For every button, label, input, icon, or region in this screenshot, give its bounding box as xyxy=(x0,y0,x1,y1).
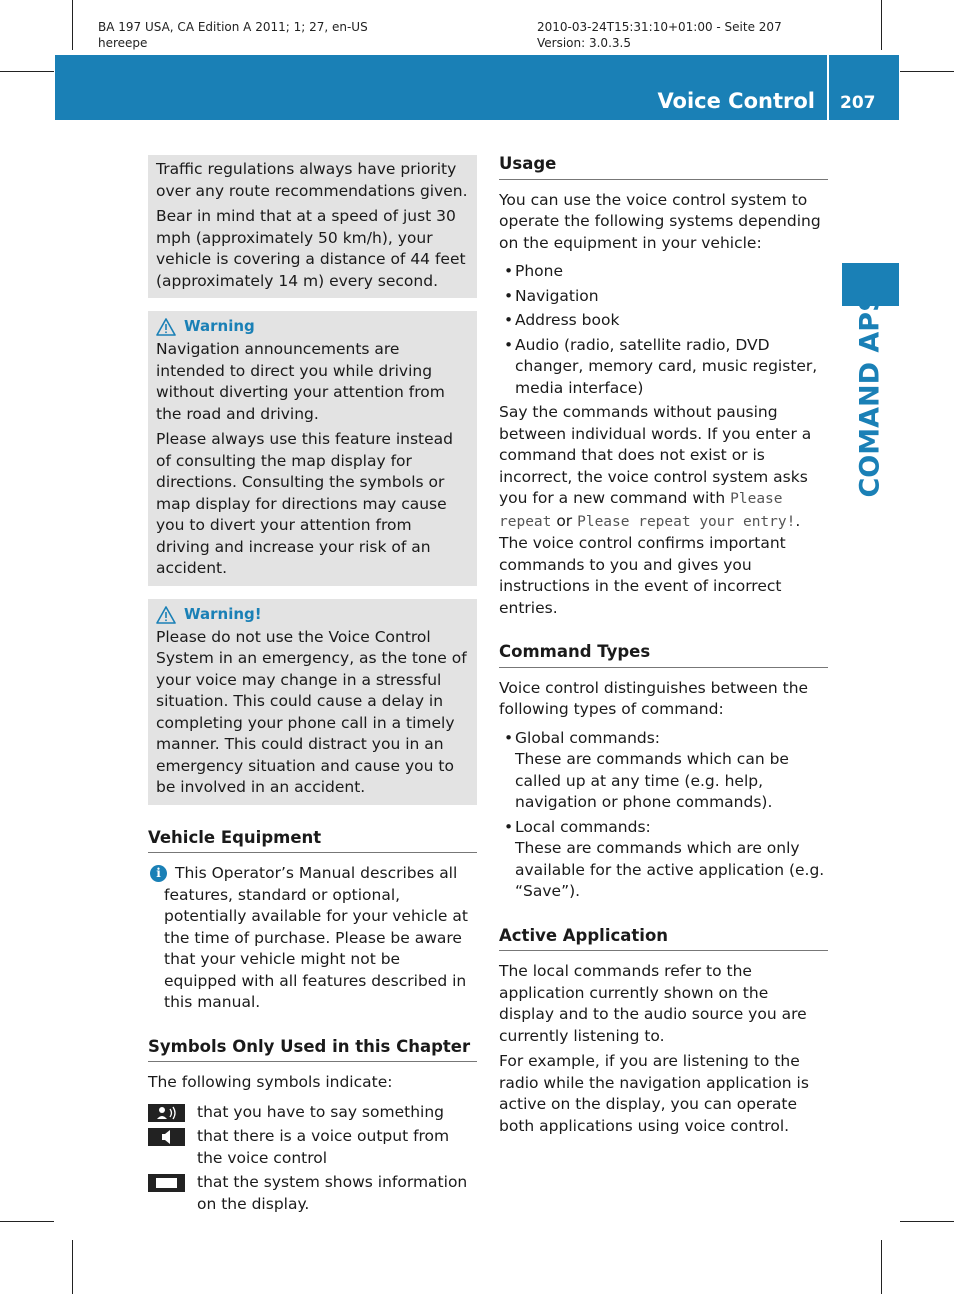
crop-mark xyxy=(0,71,54,72)
symbol-description: that the system shows information on the display. xyxy=(197,1173,468,1213)
warning-paragraph: Navigation announcements are intended to direct you while driving without diverting your attention from the road and driving. xyxy=(156,340,445,423)
note-paragraph: Traffic regulations always have priority over any route recommendations given. xyxy=(156,160,468,200)
header-divider xyxy=(827,55,829,120)
voice-command: Please repeat xyxy=(499,491,783,530)
symbols-intro: The following symbols indicate: xyxy=(148,1073,393,1091)
heading-command-types: Command Types xyxy=(499,641,828,668)
crop-mark xyxy=(72,1240,73,1294)
display-icon xyxy=(148,1174,185,1192)
warning-title: Warning! xyxy=(184,604,262,623)
warning-triangle-icon xyxy=(156,318,176,336)
text-run: or xyxy=(551,511,578,530)
warning-box xyxy=(148,599,477,805)
speak-icon xyxy=(148,1104,185,1122)
print-meta-right xyxy=(537,19,782,51)
symbol-row xyxy=(148,1172,477,1215)
meta-line: Version: 3.0.3.5 xyxy=(537,36,631,50)
warning-heading xyxy=(156,603,470,627)
warning-title: Warning xyxy=(184,317,255,336)
note-box xyxy=(148,155,477,298)
active-app-paragraph: For example, if you are listening to the radio while the navigation application is active on the display, you can operate both applications using voice control. xyxy=(499,1052,809,1135)
list-item-text: These are commands which can be called up at any time (e.g. help, navigation or phone commands). xyxy=(515,750,789,811)
list-item: • Phone xyxy=(504,262,564,280)
list-item-text: Navigation xyxy=(515,286,599,305)
list-item: • Local commands: These are commands which are only available for the active application (e.g. “Save”). xyxy=(499,817,828,903)
active-app-paragraph: The local commands refer to the application currently shown on the display and to the audio source you are currently listening to. xyxy=(499,962,807,1045)
crop-mark xyxy=(881,1240,882,1294)
crop-mark xyxy=(0,1221,54,1222)
info-note xyxy=(148,863,477,1014)
left-column xyxy=(148,155,477,1218)
usage-intro: You can use the voice control system to operate the following systems depending on the equipment in your vehicle: xyxy=(499,190,821,252)
page-number: 207 xyxy=(840,93,876,113)
symbol-row xyxy=(148,1126,477,1169)
symbol-description: that you have to say something xyxy=(197,1102,444,1121)
symbol-row xyxy=(148,1102,477,1124)
meta-line: 2010-03-24T15:31:10+01:00 - Seite 207 xyxy=(537,20,782,34)
warning-box xyxy=(148,311,477,586)
list-item-title: Local commands: xyxy=(515,817,651,836)
section-title: Voice Control xyxy=(657,89,815,113)
text-run: Say the commands without pausing between individual words. If you enter a command that does not exist or is incorrect, the voice control system asks you for a new command with xyxy=(499,403,812,507)
meta-line: BA 197 USA, CA Edition A 2011; 1; 27, en-US xyxy=(98,20,368,34)
list-item-text: Audio (radio, satellite radio, DVD changer, memory card, music register, media interface) xyxy=(515,335,818,397)
meta-line: hereepe xyxy=(98,36,148,50)
crop-mark xyxy=(881,0,882,50)
chapter-tab-label: COMAND APS xyxy=(854,292,886,498)
warning-paragraph: Please always use this feature instead of consulting the map display for directions. Consulting the symbols or map display for directions may cause you to divert your attention from driving and increase your risk of an accident. xyxy=(156,430,453,577)
warning-heading xyxy=(156,315,470,339)
warning-paragraph: Please do not use the Voice Control System in an emergency, as the tone of your voice may change in a stressful situation. This could cause a delay in completing your phone call in a timely manner. This could distract you in an emergency situation and cause you to be involved in an accident. xyxy=(156,627,467,796)
header-band xyxy=(55,55,899,120)
info-text: This Operator’s Manual describes all features, standard or optional, potentially available for your vehicle at the time of purchase. Please be aware that your vehicle might not be equipped with all features described in this manual. xyxy=(164,864,468,1011)
list-item: • Address book xyxy=(504,311,620,329)
heading-active-application: Active Application xyxy=(499,925,828,952)
print-meta-left xyxy=(98,19,368,51)
heading-usage: Usage xyxy=(499,153,828,180)
note-paragraph: Bear in mind that at a speed of just 30 mph (approximately 50 km/h), your vehicle is covering a distance of 44 feet (approximately 14 m) every second. xyxy=(156,207,466,290)
list-item-text: Address book xyxy=(515,311,620,329)
info-icon: i xyxy=(150,865,167,882)
symbol-description: that there is a voice output from the voice control xyxy=(197,1127,450,1167)
speaker-output-icon xyxy=(148,1128,185,1146)
usage-paragraph xyxy=(499,402,828,619)
text-run: . The voice control confirms important commands to you and gives you instructions in the event of incorrect entries. xyxy=(499,511,801,617)
list-item: • Navigation xyxy=(504,286,599,305)
list-item: • Audio (radio, satellite radio, DVD changer, memory card, music register, media interface) xyxy=(504,335,818,397)
command-types-intro: Voice control distinguishes between the following types of command: xyxy=(499,678,809,718)
crop-mark xyxy=(72,0,73,50)
crop-mark xyxy=(900,71,954,72)
list-item-title: Global commands: xyxy=(515,728,661,747)
list-item-text: These are commands which are only available for the active application (e.g. “Save”). xyxy=(515,839,825,900)
warning-triangle-icon xyxy=(156,606,176,624)
heading-vehicle-equipment: Vehicle Equipment xyxy=(148,827,477,854)
voice-command: Please repeat your entry! xyxy=(577,513,796,530)
crop-mark xyxy=(900,1221,954,1222)
right-column xyxy=(499,153,828,1141)
list-item: • Global commands: These are commands which can be called up at any time (e.g. help, navigation or phone commands). xyxy=(499,728,828,814)
heading-symbols: Symbols Only Used in this Chapter xyxy=(148,1036,477,1063)
list-item-text: Phone xyxy=(515,262,564,280)
